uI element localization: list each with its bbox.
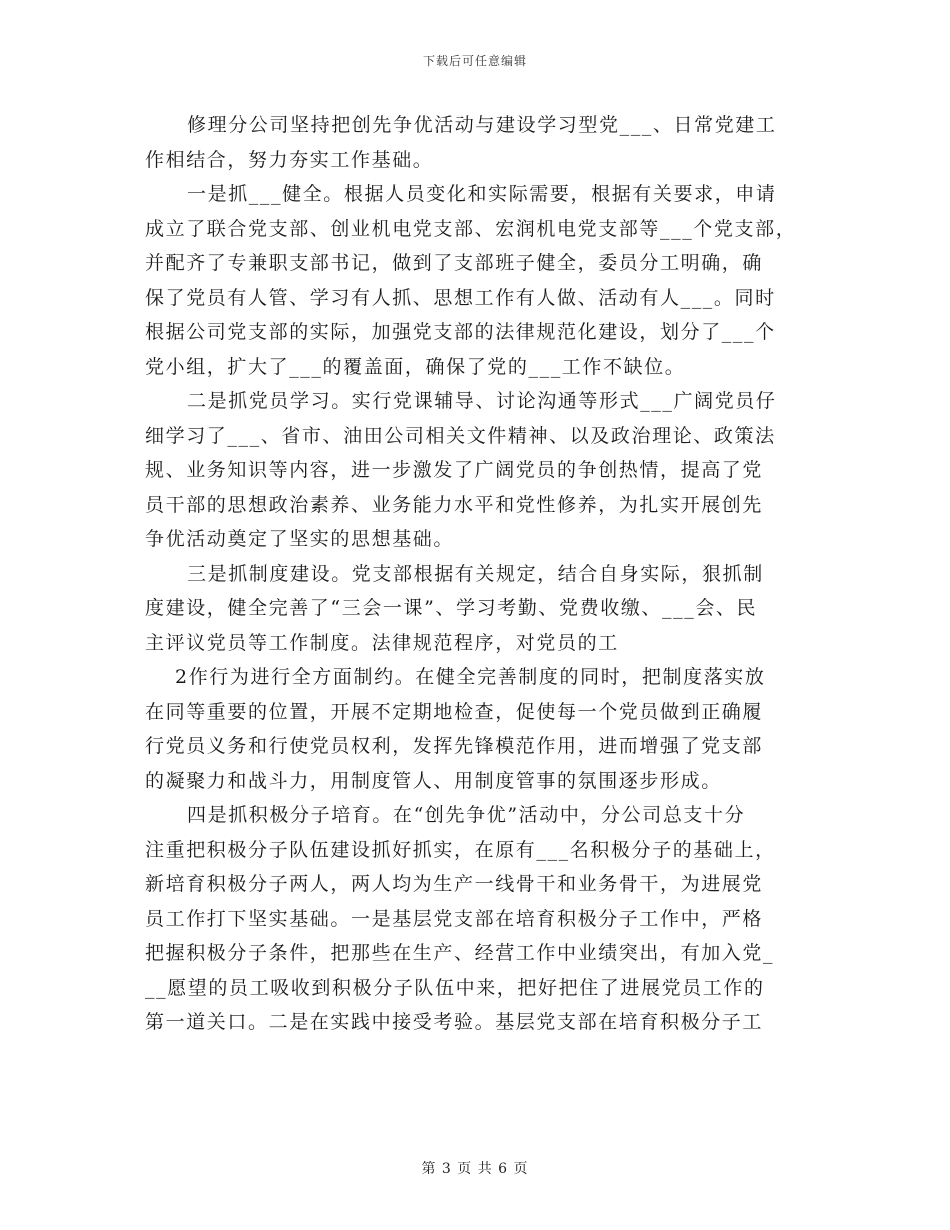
text-line: 度建设，健全完善了“三会一课”、学习考勤、党费收缴、___会、民 [145, 597, 758, 619]
text-line: 并配齐了专兼职支部书记，做到了支部班子健全，委员分工明确，确 [145, 252, 764, 274]
page-header: 下载后可任意编辑 [422, 54, 527, 68]
text-line: 员工作打下坚实基础。一是基层党支部在培育积极分子工作中，严格 [145, 907, 764, 930]
page-footer: 第 3 页 共 6 页 [421, 1161, 529, 1177]
text-line: __愿望的员工吸收到积极分子队伍中来，把好把住了进展党员工作的 [145, 976, 765, 999]
text-line: 主评议党员等工作制度。法律规范程序，对党员的工 [145, 631, 619, 654]
text-line: 新培育积极分子两人，两人均为生产一线骨干和业务骨干，为进展党 [145, 873, 764, 895]
text-line: 第一道关口。二是在实践中接受考验。基层党支部在培育积极分子工 [145, 1011, 764, 1033]
text-line: 成立了联合党支部、创业机电党支部、宏润机电党支部等___个党支部， [145, 217, 797, 240]
text-line: 员干部的思想政治素养、业务能力水平和党性修养，为扎实开展创先 [145, 493, 764, 516]
text-line: 把握积极分子条件，把那些在生产、经营工作中业绩突出，有加入党_ [145, 942, 775, 964]
text-line: 的凝聚力和战斗力，用制度管人、用制度管事的氛围逐步形成。 [145, 769, 722, 792]
text-line: 在同等重要的位置，开展不定期地检查，促使每一个党员做到正确履 [145, 700, 764, 723]
text-line: 四是抓积极分子培育。在“创先争优”活动中，分公司总支十分 [187, 804, 746, 826]
text-line: 二是抓党员学习。实行党课辅导、讨论沟通等形式___广阔党员仔 [187, 390, 777, 412]
text-line: 争优活动奠定了坚实的思想基础。 [145, 528, 455, 550]
document-body [145, 108, 815, 1040]
text-line: 作相结合，努力夯实工作基础。 [145, 148, 434, 171]
text-line: 行党员义务和行使党员权利，发挥先锋模范作用，进而增强了党支部 [145, 735, 764, 757]
text-line: 三是抓制度建设。党支部根据有关规定，结合自身实际，狠抓制 [187, 562, 764, 585]
text-line: 修理分公司坚持把创先争优活动与建设学习型党___、日常党建工 [187, 114, 777, 136]
text-line: 注重把积极分子队伍建设抓好抓实，在原有___名积极分子的基础上， [145, 838, 776, 861]
text-line: 规、业务知识等内容，进一步激发了广阔党员的争创热情，提高了党 [145, 459, 764, 481]
text-line: 党小组，扩大了___的覆盖面，确保了党的___工作不缺位。 [145, 355, 686, 378]
text-line: 一是抓___健全。根据人员变化和实际需要，根据有关要求，申请 [187, 183, 777, 205]
text-line: 根据公司党支部的实际，加强党支部的法律规范化建设，划分了___个 [145, 321, 776, 343]
text-line: 保了党员有人管、学习有人抓、思想工作有人做、活动有人___。同时 [145, 286, 776, 309]
text-line: 2作行为进行全方面制约。在健全完善制度的同时，把制度落实放 [175, 666, 766, 688]
text-line: 细学习了___、省市、油田公司相关文件精神、以及政治理论、政策法 [145, 424, 776, 447]
